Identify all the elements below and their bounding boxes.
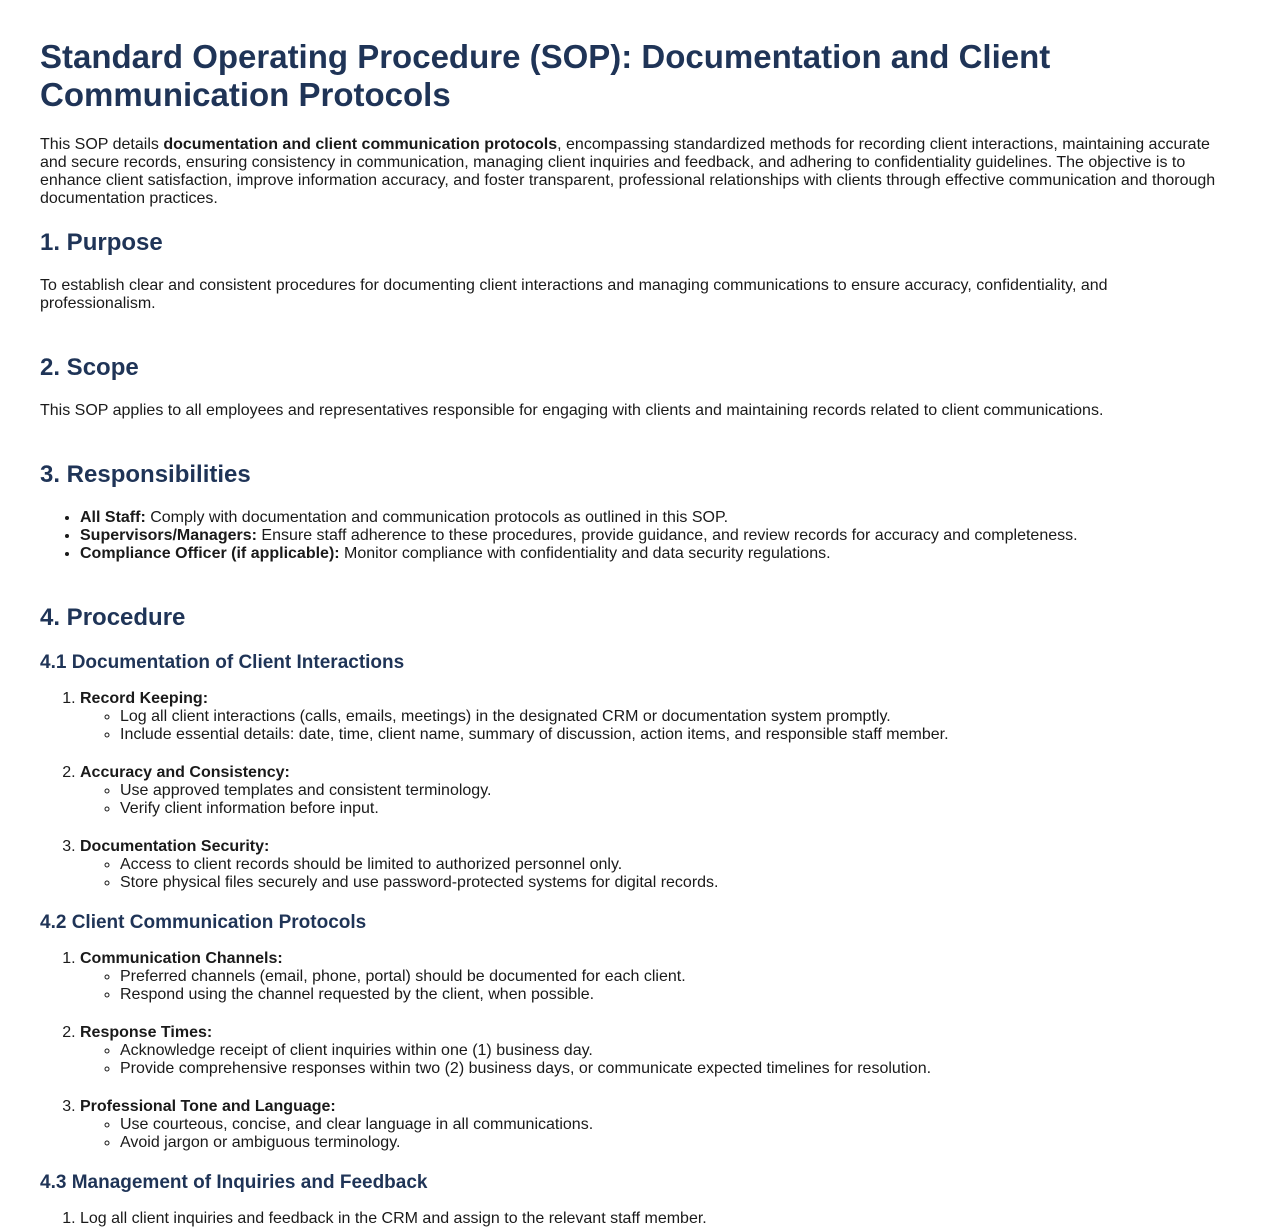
- steps-list-4-3: [40, 1210, 1223, 1228]
- responsibility-text: Ensure staff adherence to these procedures, provide guidance, and review records for accuracy and completeness.: [256, 527, 1078, 544]
- list-item: ◦ Log all client interactions (calls, emails, meetings) in the designated CRM or documentation system promptly.: [120, 708, 1223, 726]
- responsibility-text: Monitor compliance with confidentiality and data security regulations.: [339, 545, 831, 562]
- list-item: ◦ Respond using the channel requested by the client, when possible.: [120, 986, 1223, 1004]
- sub-list: [80, 708, 1223, 744]
- procedure-heading: 4. Procedure: [40, 604, 186, 631]
- intro-paragraph: [40, 136, 1223, 208]
- responsibility-text: Comply with documentation and communication protocols as outlined in this SOP.: [145, 509, 729, 526]
- list-item: ◦ Provide comprehensive responses within two (2) business days, or communicate expected timelines for resolution.: [120, 1060, 1223, 1078]
- list-item: ◦ Avoid jargon or ambiguous terminology.: [120, 1134, 1223, 1152]
- list-item: [80, 690, 1223, 744]
- step-label: Communication Channels:: [80, 950, 283, 967]
- responsibility-label: Compliance Officer (if applicable):: [80, 545, 340, 562]
- step-label: Response Times:: [80, 1024, 213, 1041]
- list-item: ◦ Store physical files securely and use password-protected systems for digital records.: [120, 874, 1223, 892]
- list-item: [80, 838, 1223, 892]
- list-item: ◦ Access to client records should be limited to authorized personnel only.: [120, 856, 1223, 874]
- list-item: [80, 545, 1223, 563]
- list-item: [80, 764, 1223, 818]
- step-label: Documentation Security:: [80, 838, 270, 855]
- section-heading-4-1: 4.1 Documentation of Client Interactions: [40, 652, 405, 673]
- scope-text: This SOP applies to all employees and representatives responsible for engaging with clients and maintaining records related to client communications.: [40, 402, 1104, 419]
- list-item: 1. Log all client inquiries and feedback in the CRM and assign to the relevant staff member.: [80, 1210, 1223, 1228]
- step-label: Professional Tone and Language:: [80, 1098, 336, 1115]
- purpose-text: To establish clear and consistent procedures for documenting client interactions and managing communications to ensure accuracy, confidentiality, and professionalism.: [40, 277, 1108, 312]
- list-item: [80, 527, 1223, 545]
- purpose-heading: 1. Purpose: [40, 229, 163, 256]
- list-item: ◦ Preferred channels (email, phone, portal) should be documented for each client.: [120, 968, 1223, 986]
- responsibilities-list: [40, 509, 1223, 563]
- responsibilities-heading: 3. Responsibilities: [40, 461, 251, 488]
- scope-heading: 2. Scope: [40, 354, 139, 381]
- step-label: Accuracy and Consistency:: [80, 764, 290, 781]
- page-title: Standard Operating Procedure (SOP): Documentation and Client Communication Protocols: [40, 38, 1051, 113]
- intro-prefix: This SOP details: [40, 136, 164, 153]
- intro-bold: documentation and client communication protocols: [163, 136, 558, 153]
- list-item: [80, 1098, 1223, 1152]
- steps-list-4-1: [40, 690, 1223, 892]
- list-item: ◦ Include essential details: date, time, client name, summary of discussion, action items, and responsible staff member.: [120, 726, 1223, 744]
- sub-list: [80, 1116, 1223, 1152]
- list-item: [80, 1024, 1223, 1078]
- list-item: ◦ Use courteous, concise, and clear language in all communications.: [120, 1116, 1223, 1134]
- sub-list: [80, 856, 1223, 892]
- steps-list-4-2: [40, 950, 1223, 1152]
- list-item: [80, 509, 1223, 527]
- section-heading-4-2: 4.2 Client Communication Protocols: [40, 912, 367, 933]
- sub-list: [80, 782, 1223, 818]
- intro-suffix: , encompassing standardized methods for recording client interactions, maintaining accurate and secure records, ensuring consistency in communication, managing client inquiries and feedback, and adhering to confidentiality guidelines. The objective is to enhance client satisfaction, improve information accuracy, and foster transparent, professional relationships with clients through effective communication and thorough documentation practices.: [40, 136, 1216, 207]
- list-item: ◦ Verify client information before input.: [120, 800, 1223, 818]
- list-item: [80, 950, 1223, 1004]
- responsibility-label: All Staff:: [80, 509, 146, 526]
- sub-list: [80, 1042, 1223, 1078]
- step-label: Record Keeping:: [80, 690, 209, 707]
- list-item: ◦ Acknowledge receipt of client inquiries within one (1) business day.: [120, 1042, 1223, 1060]
- responsibility-label: Supervisors/Managers:: [80, 527, 257, 544]
- list-item: ◦ Use approved templates and consistent terminology.: [120, 782, 1223, 800]
- section-heading-4-3: 4.3 Management of Inquiries and Feedback: [40, 1172, 428, 1193]
- sub-list: [80, 968, 1223, 1004]
